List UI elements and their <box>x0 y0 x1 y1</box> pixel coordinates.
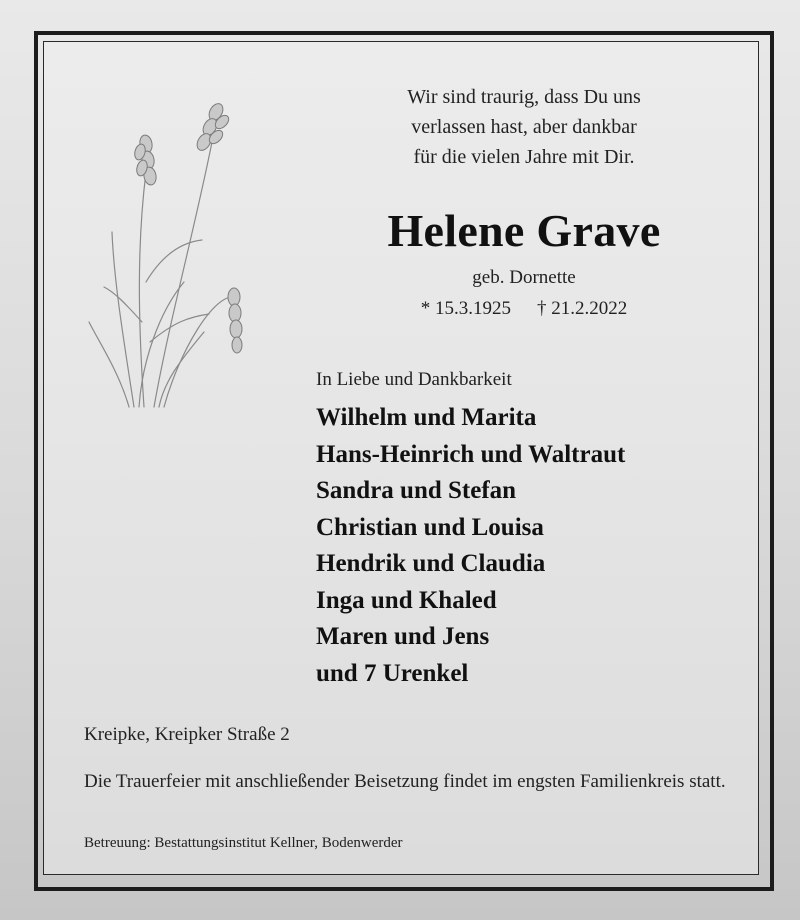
intro-text: In Liebe und Dankbarkeit <box>316 369 512 390</box>
mourner-entry: Maren und Jens <box>316 623 490 650</box>
death-date: † 21.2.2022 <box>537 298 628 319</box>
funeral-home: Betreuung: Bestattungsinstitut Kellner, Bodenwerder <box>84 835 403 851</box>
mourners-list <box>316 400 625 692</box>
mourner-entry: Hendrik und Claudia <box>316 550 546 577</box>
motto <box>374 82 674 172</box>
mourner-entry: Sandra und Stefan <box>316 477 517 504</box>
maiden-name: geb. Dornette <box>472 267 576 288</box>
mourner-entry: Christian und Louisa <box>316 513 544 541</box>
birth-date: * 15.3.1925 <box>420 298 511 319</box>
mourner-entry: Wilhelm und Marita <box>316 404 537 431</box>
deceased-name: Helene Grave <box>387 205 661 256</box>
address: Kreipke, Kreipker Straße 2 <box>84 724 290 745</box>
wheat-ears-icon <box>84 82 254 412</box>
mourner-entry: und 7 Urenkel <box>316 659 469 687</box>
mourner-entry: Inga und Khaled <box>316 586 497 614</box>
motto-line: verlassen hast, aber dankbar <box>411 116 637 138</box>
motto-line: Wir sind traurig, dass Du uns <box>407 86 641 108</box>
obituary-notice <box>43 41 759 875</box>
life-dates <box>374 298 674 320</box>
ceremony-info: Die Trauerfeier mit anschließender Beisetzung findet im engsten Familienkreis statt. <box>84 771 726 792</box>
motto-line: für die vielen Jahre mit Dir. <box>413 146 635 168</box>
mourner-entry: Hans-Heinrich und Waltraut <box>316 440 626 468</box>
